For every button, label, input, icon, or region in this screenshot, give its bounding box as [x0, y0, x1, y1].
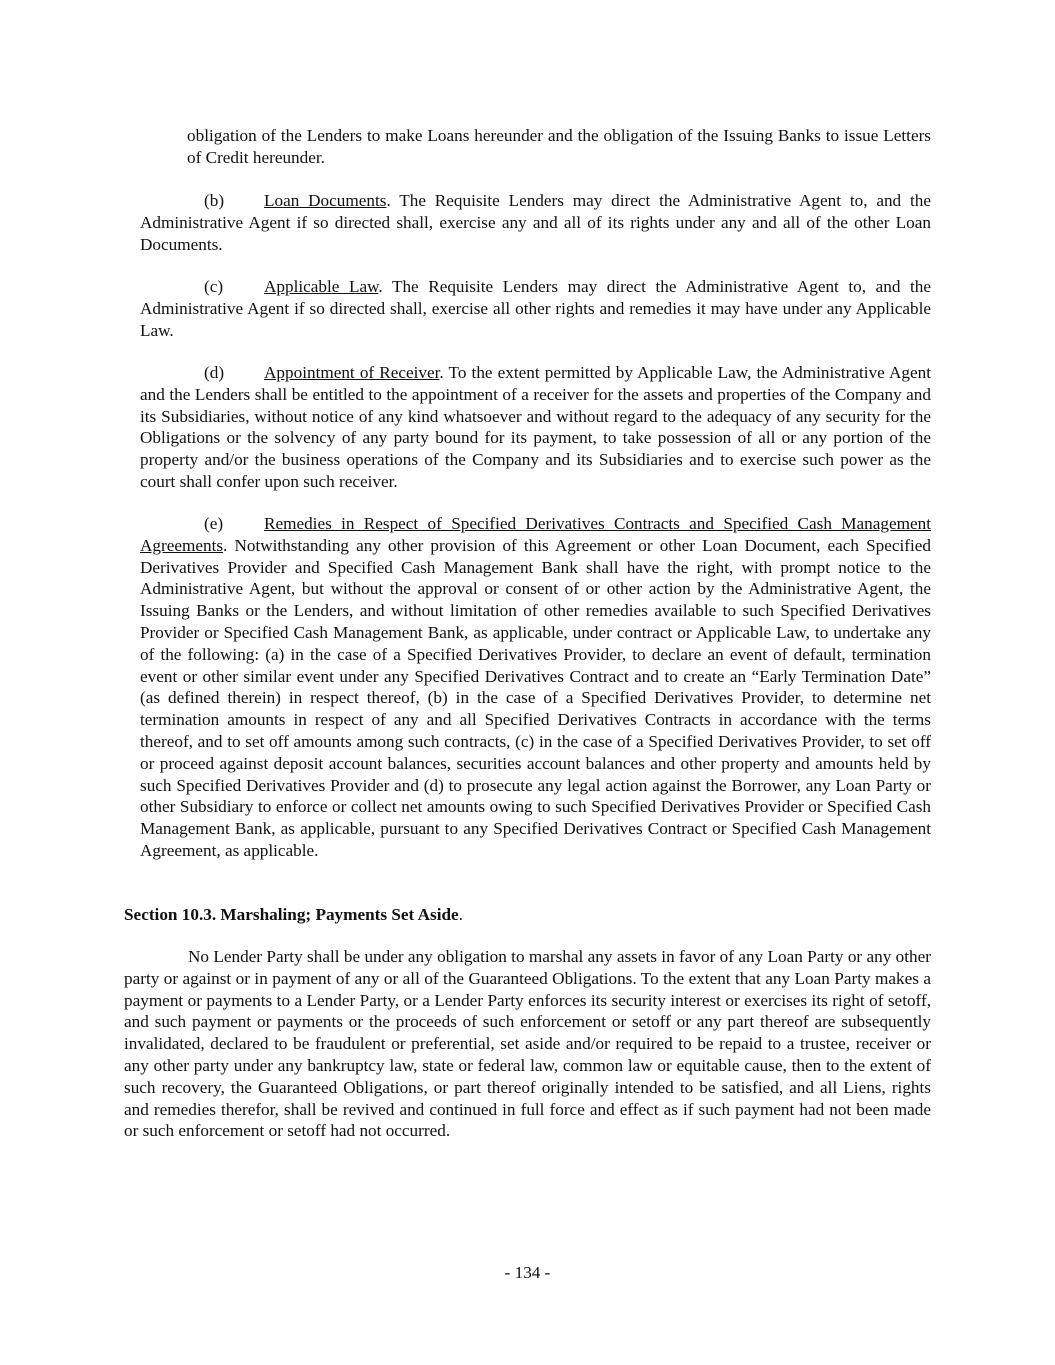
section-heading — [124, 904, 463, 926]
clause-b-title: Loan Documents — [264, 191, 387, 210]
section-heading-period: . — [458, 905, 463, 924]
clause-d-title: Appointment of Receiver — [264, 363, 440, 382]
continuation-text: obligation of the Lenders to make Loans hereunder and the obligation of the Issuing Banks to issue Letters of Credit hereunder. — [187, 126, 931, 167]
clause-b-text: . The Requisite Lenders may direct the Administrative Agent to, and the Administrative Agent if so directed shall, exercise any and all of its rights under any and all of the other Loan Documents. — [140, 191, 931, 254]
clause-e-text: . Notwithstanding any other provision of this Agreement or other Loan Document, each Specified Derivatives Provider and Specified Cash Management Bank shall have the right, with prompt notice to the Administrative Agent, but without the approval or consent of or other action by the Administrative Agent, the Issuing Banks or the Lenders, and without limitation of other remedies available to such Specified Derivatives Provider or Specified Cash Management Bank, as applicable, under contract or Applicable Law, to undertake any of the following: (a) in the case of a Specified Derivatives Provider, to declare an event of default, termination event or other similar event under any Specified Derivatives Contract and to create an “Early Termination Date” (as defined therein) in respect thereof, (b) in the case of a Specified Derivatives Provider, to determine net termination amounts in respect of any and all Specified Derivatives Contracts in accordance with the terms thereof, and to set off amounts among such contracts, (c) in the case of a Specified Derivatives Provider, to set off or proceed against deposit account balances, securities account balances and other property and amounts held by such Specified Derivatives Provider and (d) to prosecute any legal action against the Borrower, any Loan Party or other Subsidiary to enforce or collect net amounts owing to such Specified Derivatives Provider or Specified Cash Management Bank, as applicable, pursuant to any Specified Derivatives Contract or Specified Cash Management Agreement, as applicable. — [140, 535, 931, 860]
clause-e-label: (e) — [204, 514, 224, 533]
section-heading-text: Section 10.3. Marshaling; Payments Set Aside — [124, 905, 459, 924]
continuation-paragraph — [187, 125, 931, 169]
clause-e-paragraph — [140, 513, 931, 862]
clause-d-label: (d) — [204, 363, 225, 382]
clause-c-paragraph — [140, 276, 931, 341]
clause-d-text: . To the extent permitted by Applicable Law, the Administrative Agent and the Lenders shall be entitled to the appointment of a receiver for the assets and properties of the Company and its Subsidiaries, without notice of any kind whatsoever and without regard to the adequacy of any security for the Obligations or the solvency of any party bound for its payment, to take possession of all or any portion of the property and/or the business operations of the Company and its Subsidiaries and to exercise such power as the court shall confer upon such receiver. — [140, 363, 931, 491]
clause-b-label: (b) — [204, 191, 225, 210]
clause-c-text: . The Requisite Lenders may direct the Administrative Agent to, and the Administrative Agent if so directed shall, exercise all other rights and remedies it may have under any Applicable Law. — [140, 277, 932, 340]
clause-c-label: (c) — [204, 277, 224, 296]
clause-e-title: Remedies in Respect of Specified Derivatives Contracts and Specified Cash Management Agreements — [140, 514, 931, 555]
clause-d-paragraph — [140, 362, 931, 493]
section-body-paragraph — [124, 946, 931, 1142]
clause-b-paragraph — [140, 190, 931, 255]
section-body-text: No Lender Party shall be under any obligation to marshal any assets in favor of any Loan Party or any other party or against or in payment of any or all of the Guaranteed Obligations. To the extent that any Loan Party makes a payment or payments to a Lender Party, or a Lender Party enforces its security interest or exercises its right of setoff, and such payment or payments or the proceeds of such enforcement or setoff or any part thereof are subsequently invalidated, declared to be fraudulent or preferential, set aside and/or required to be repaid to a trustee, receiver or any other party under any bankruptcy law, state or federal law, common law or equitable cause, then to the extent of such recovery, the Guaranteed Obligations, or part thereof originally intended to be satisfied, and all Liens, rights and remedies therefor, shall be revived and continued in full force and effect as if such payment had not been made or such enforcement or setoff had not occurred. — [124, 947, 931, 1141]
clause-c-title: Applicable Law — [264, 277, 379, 296]
page-number: - 134 - — [504, 1263, 551, 1282]
